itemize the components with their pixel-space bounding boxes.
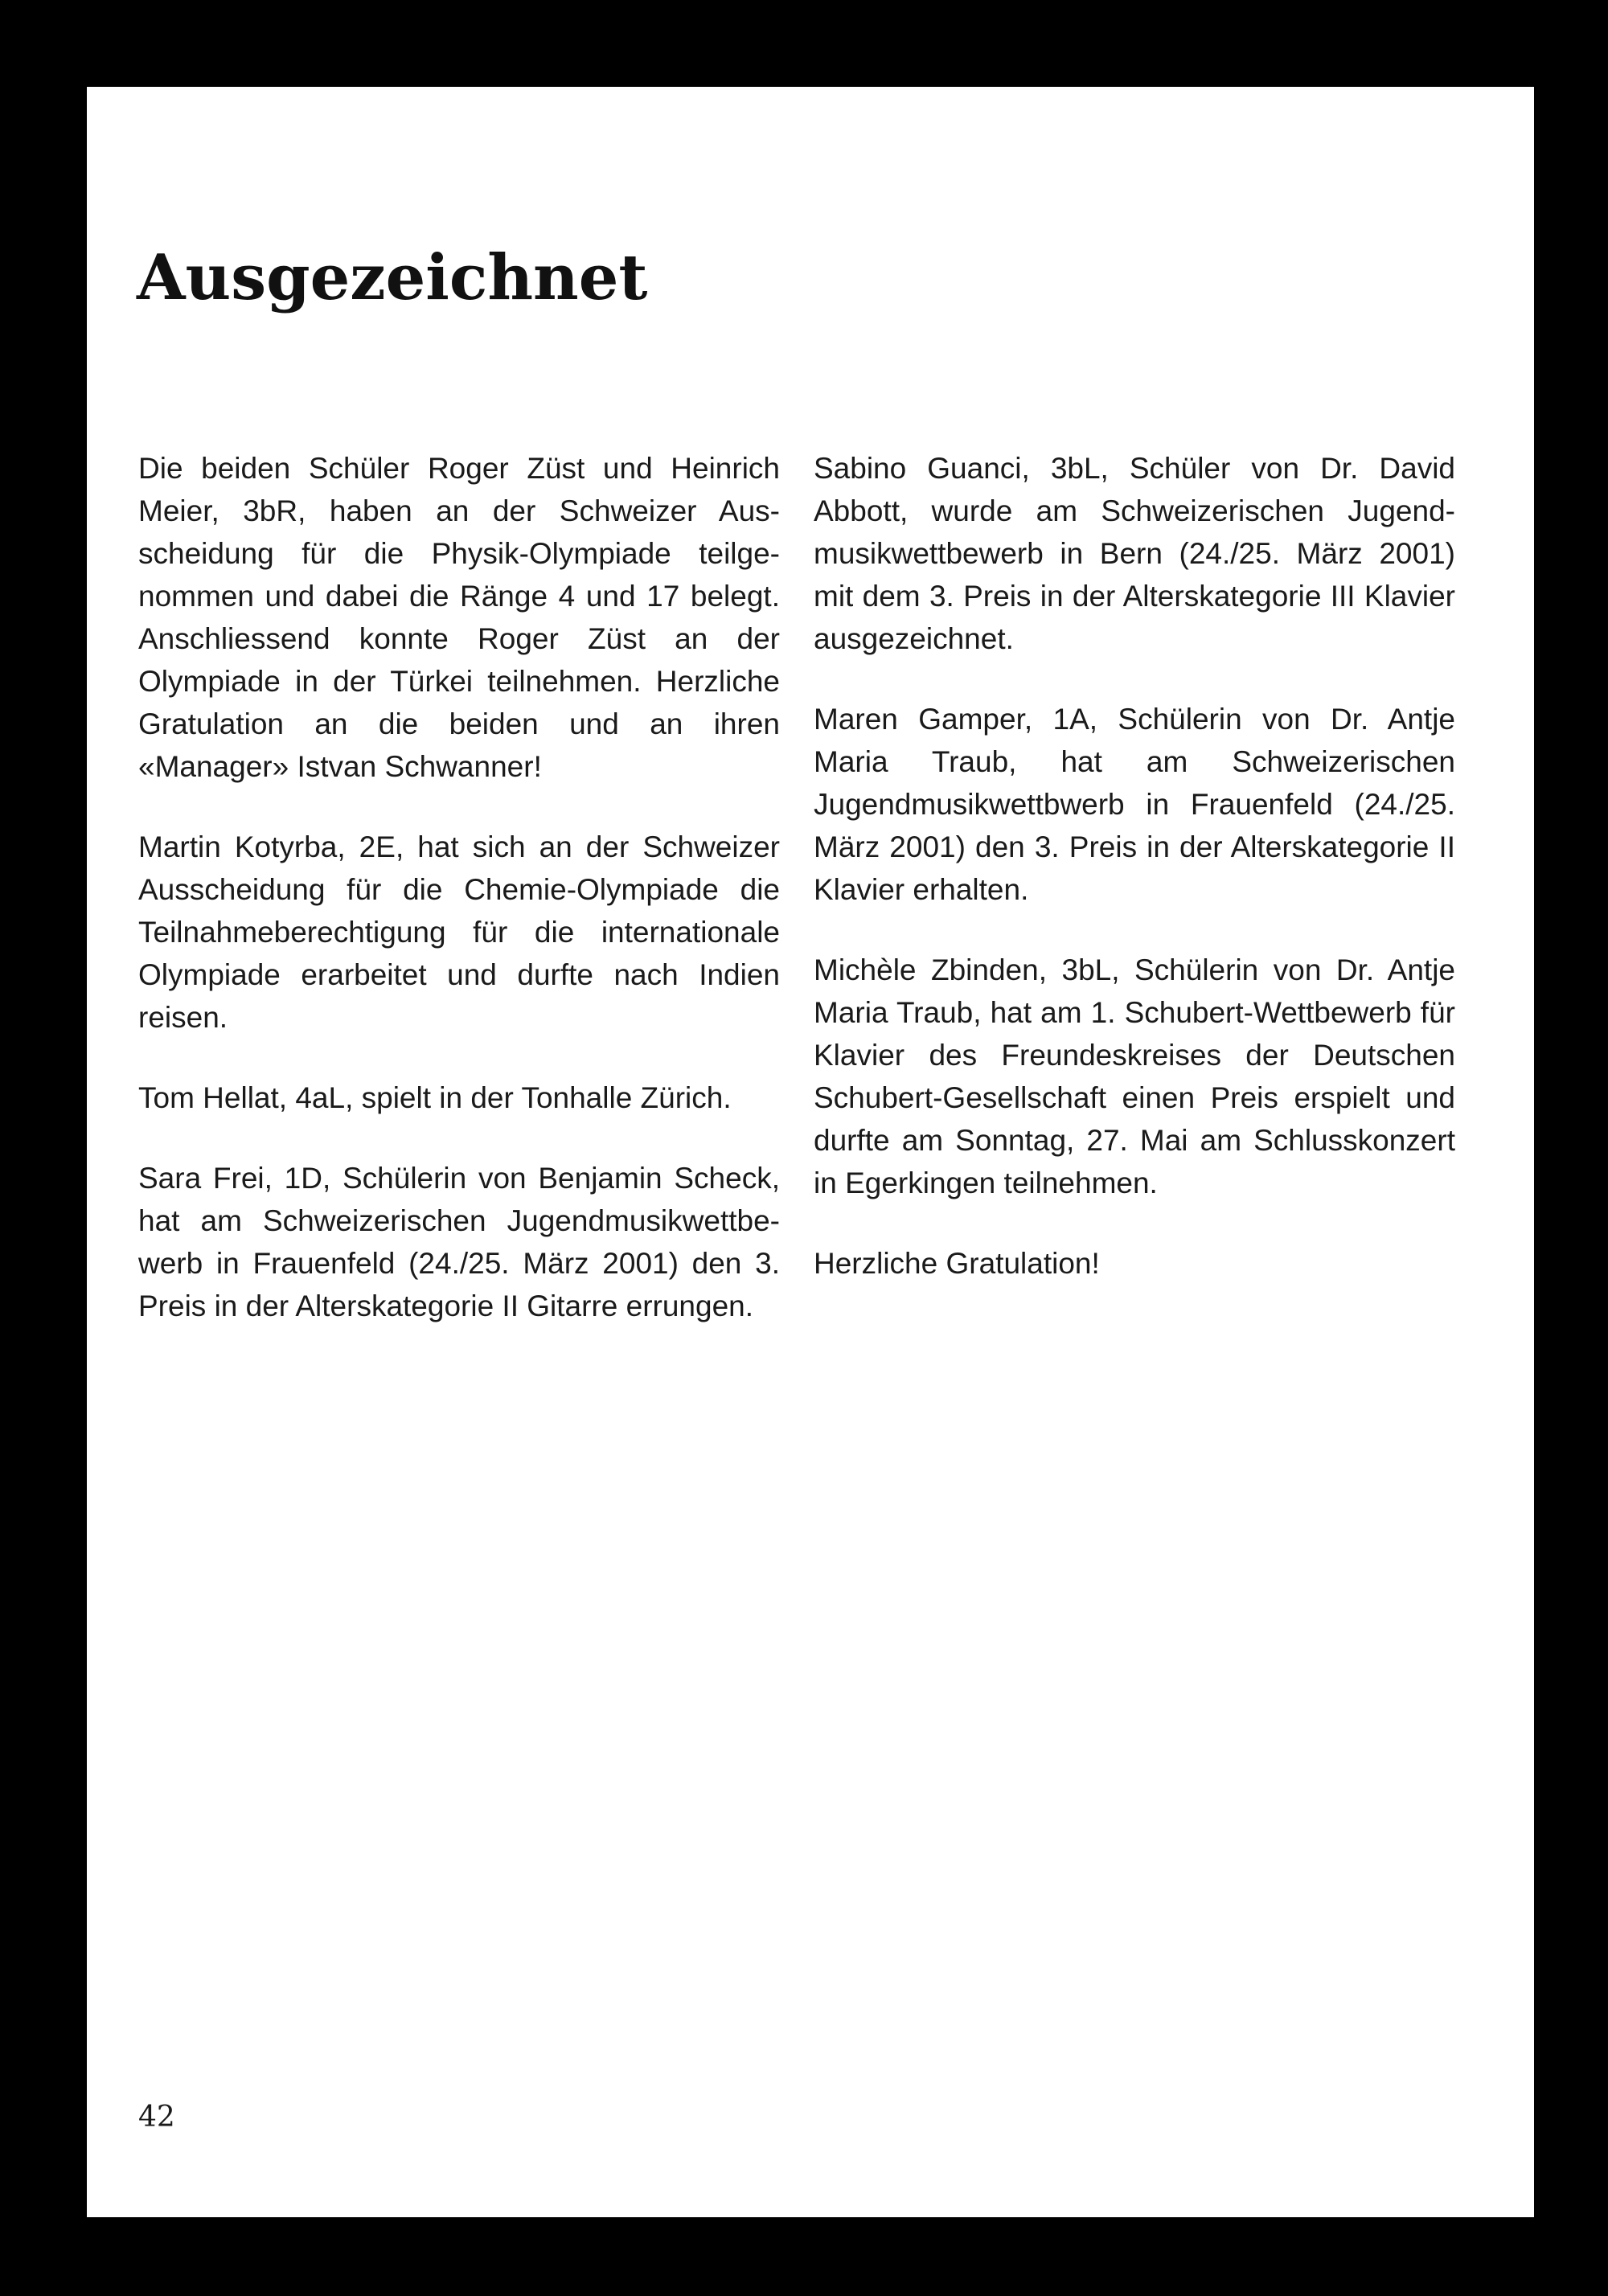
paragraph-schubert-competition: Michèle Zbinden, 3bL, Schülerin von Dr. Antje Maria Traub, hat am 1. Schubert-Wettbewerb für Klavier des Freundeskreises der Deutschen Schubert-Gesellschaft einen Preis erspielt und durfte am Sonntag, 27. Mai am Schlusskonzert in Egerkingen teilnehmen. xyxy=(814,953,1455,1199)
page-number: 42 xyxy=(138,2101,175,2134)
left-column xyxy=(138,447,780,1365)
paragraph-piano-prize-gamper: Maren Gamper, 1A, Schülerin von Dr. Antje Maria Traub, hat am Schweizerischen Jugendmusikwettbwerb in Frauenfeld (24./25. März 2001) den 3. Preis in der Alterskategorie II Klavier erhalten. xyxy=(814,703,1455,906)
paragraph-guitar-prize: Sara Frei, 1D, Schülerin von Benjamin Scheck, hat am Schweizerischen Jugendmusikwettbewerb in Frauenfeld (24./25. März 2001) den 3. Preis in der Alterskategorie II Gitarre errungen. xyxy=(138,1162,780,1322)
paragraph-physics-olympiad: Die beiden Schüler Roger Züst und Heinrich Meier, 3bR, haben an der Schweizer Ausscheidung für die Physik-Olympiade teilgenommen und dabei die Ränge 4 und 17 belegt. Anschliessend konnte Roger Züst an der Olympiade in der Türkei teilnehmen. Herzliche Gratulation an die beiden und an ihren «Manager» Istvan Schwanner! xyxy=(138,452,780,783)
right-column xyxy=(814,447,1455,1322)
paragraph-congratulations: Herzliche Gratulation! xyxy=(814,1247,1100,1280)
paragraph-chemistry-olympiad: Martin Kotyrba, 2E, hat sich an der Schweizer Ausscheidung für die Chemie-Olympiade die Teilnahmeberechtigung für die internationale Olympiade erarbeitet und durfte nach Indien reisen. xyxy=(138,830,780,1034)
paragraph-piano-prize-guanci: Sabino Guanci, 3bL, Schüler von Dr. David Abbott, wurde am Schweizerischen Jugendmusikwettbewerb in Bern (24./25. März 2001) mit dem 3. Preis in der Alterskategorie III Klavier ausgezeichnet. xyxy=(814,452,1455,655)
page-title: Ausgezeichnet xyxy=(137,241,648,314)
paragraph-tonhalle: Tom Hellat, 4aL, spielt in der Tonhalle Zürich. xyxy=(138,1081,732,1114)
